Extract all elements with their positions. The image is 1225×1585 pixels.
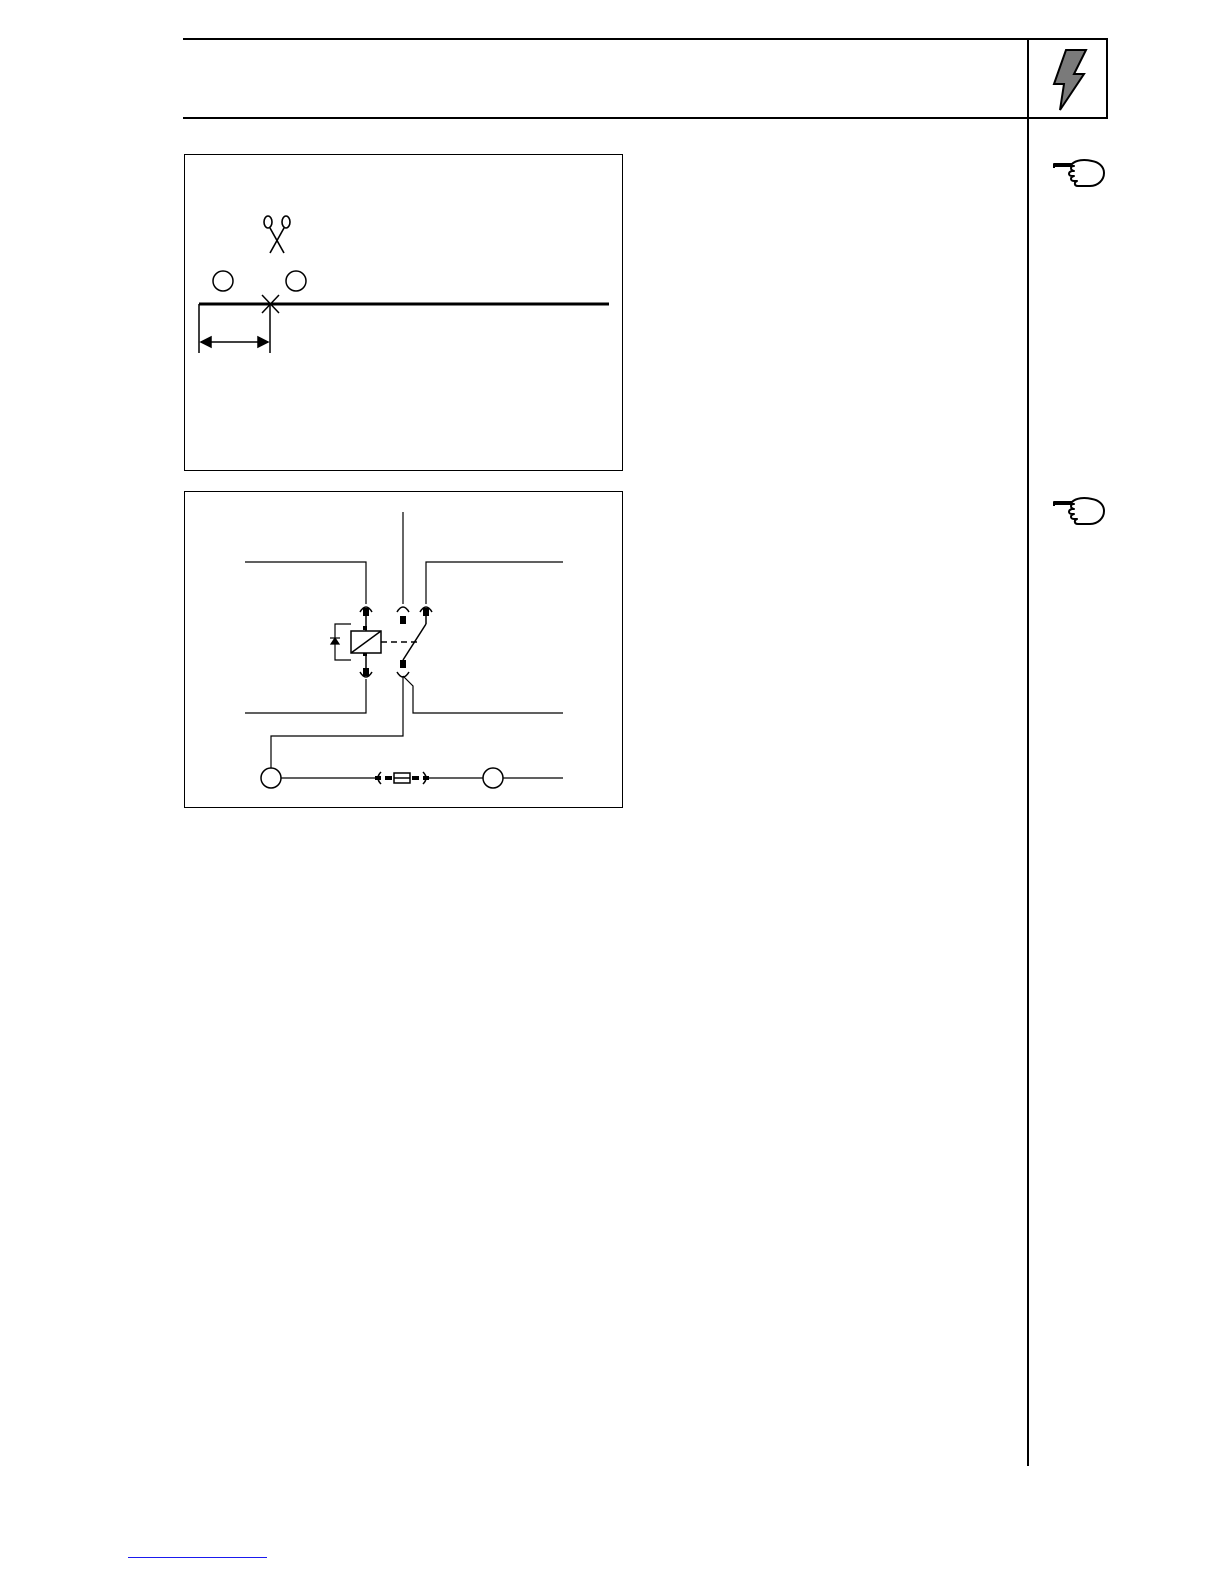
circle-marker-right [483, 768, 503, 788]
relay-coil-icon [351, 616, 381, 668]
circle-marker-left [213, 271, 233, 291]
diode-icon [330, 624, 351, 660]
switch-contact-icon [403, 616, 426, 660]
scissors-icon [264, 216, 290, 253]
relay-circuit-diagram [184, 491, 623, 808]
circle-marker-left [261, 768, 281, 788]
header-bottom-rule [183, 117, 1108, 119]
pointing-hand-icon [1052, 156, 1108, 190]
lightning-warning-icon [1040, 48, 1098, 112]
header-top-rule [183, 38, 1108, 40]
right-margin-rule [1027, 38, 1029, 1466]
header-box-right-edge [1106, 38, 1108, 119]
footer-link-underline[interactable] [128, 1557, 267, 1558]
pointing-hand-icon [1052, 494, 1108, 528]
dimension-arrow-icon [199, 304, 270, 353]
cut-wire-diagram [184, 154, 623, 471]
circle-marker-right [286, 271, 306, 291]
